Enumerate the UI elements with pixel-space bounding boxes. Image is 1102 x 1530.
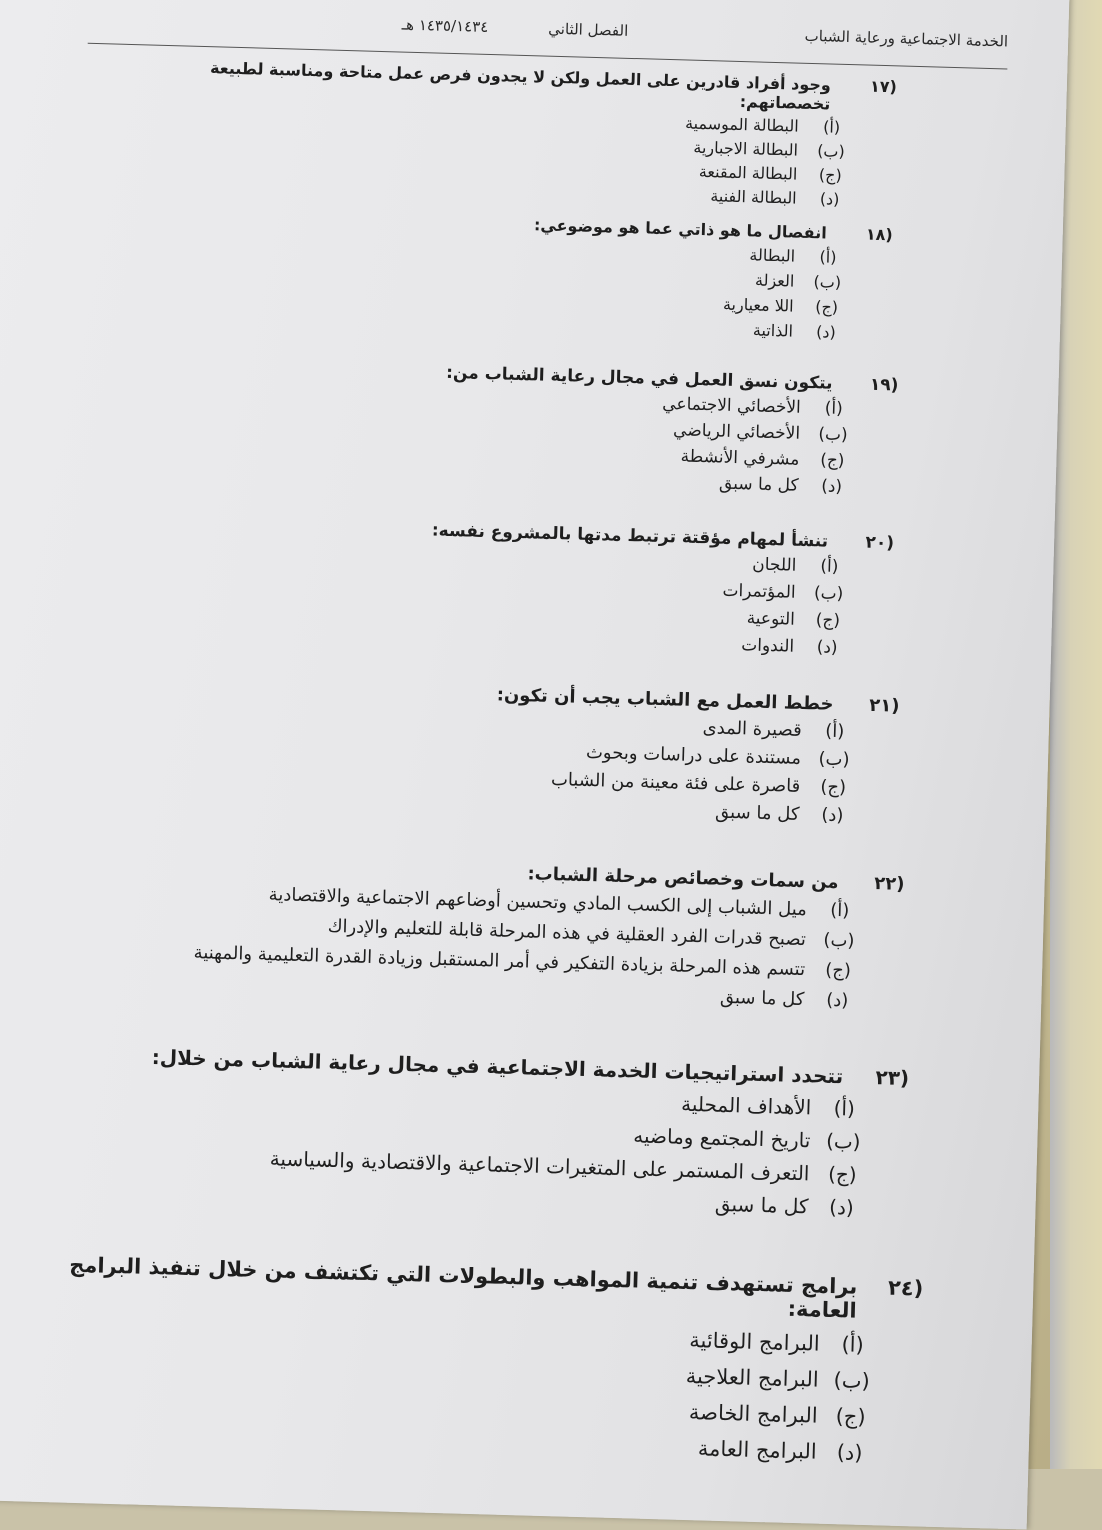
- question-number: (٢٤: [887, 1275, 924, 1301]
- option-letter: (أ): [841, 1332, 865, 1357]
- option-letter: (أ): [829, 899, 850, 922]
- option-text: البرامج الخاصة: [688, 1400, 819, 1428]
- option-letter: (ب): [823, 929, 855, 952]
- option-text: البرامج العامة: [697, 1436, 818, 1464]
- option-letter: (ج): [818, 165, 842, 185]
- question-18: [150, 205, 893, 347]
- question-stem: برامج تستهدف تنمية المواهب والبطولات التي تكتشف من خلال تنفيذ البرامج العامة:: [68, 1252, 858, 1323]
- option-text: المؤتمرات: [722, 580, 796, 603]
- question-24: [38, 1252, 923, 1472]
- option-text: تصبح قدرات الفرد العقلية في هذه المرحلة قابلة للتعليم والإدراك: [327, 915, 807, 951]
- option-text: مستندة على دراسات وبحوث: [585, 741, 802, 769]
- option-letter: (ب): [813, 272, 842, 292]
- option-letter: (ب): [816, 141, 846, 161]
- semester-label: الفصل الثاني: [548, 19, 629, 40]
- question-number: (٢٢: [874, 873, 905, 895]
- option-letter: (د): [815, 322, 836, 342]
- option-text: التعرف المستمر على المتغيرات الاجتماعية والاقتصادية والسياسية: [269, 1146, 810, 1186]
- question-stem: تتحدد استراتيجيات الخدمة الاجتماعية في مجال رعاية الشباب من خلال:: [151, 1044, 844, 1089]
- option-text: البرامج العلاجية: [685, 1363, 820, 1392]
- option-text: مشرفي الأنشطة: [680, 446, 800, 470]
- option-text: اللجان: [751, 554, 797, 576]
- question-20: [151, 513, 894, 664]
- option-text: كل ما سبق: [718, 473, 799, 496]
- option-letter: (ب): [818, 748, 850, 771]
- option-text: الأخصائي الاجتماعي: [662, 393, 802, 418]
- option-letter: (أ): [824, 720, 845, 743]
- option-text: البطالة المقنعة: [698, 161, 798, 184]
- option-letter: (ج): [820, 776, 847, 799]
- question-number: (٢٣: [875, 1065, 910, 1091]
- question-number: (١٩: [869, 374, 899, 396]
- question-stem: تنشأ لمهام مؤقتة ترتبط مدتها بالمشروع نفسه:: [431, 520, 829, 552]
- option-letter: (ج): [835, 1404, 866, 1430]
- option-text: ميل الشباب إلى الكسب المادي وتحسين أوضاعهم الاجتماعية والاقتصادية: [268, 884, 808, 921]
- option-letter: (أ): [822, 117, 841, 137]
- option-text: البطالة الاجبارية: [693, 137, 799, 160]
- option-text: الندوات: [740, 635, 795, 657]
- option-letter: (د): [820, 476, 843, 497]
- question-number: (١٧: [869, 76, 898, 97]
- question-number: (١٨: [865, 224, 893, 245]
- academic-year: ١٤٣٥/١٤٣٤ هـ: [401, 15, 489, 36]
- question-stem: من سمات وخصائص مرحلة الشباب:: [527, 863, 839, 894]
- option-text: تتسم هذه المرحلة بزيادة التفكير في أمر المستقبل وزيادة القدرة التعليمية والمهنية: [193, 942, 806, 981]
- option-letter: (أ): [819, 247, 837, 267]
- question-stem: انفصال ما هو ذاتي عما هو موضوعي:: [533, 215, 827, 243]
- option-text: الذاتية: [752, 320, 794, 341]
- question-17: [154, 57, 898, 214]
- option-letter: (أ): [820, 556, 839, 577]
- option-letter: (ج): [815, 610, 841, 631]
- option-letter: (ج): [824, 959, 852, 982]
- option-text: البطالة الموسمية: [684, 113, 799, 136]
- question-21: [136, 674, 900, 831]
- question-number: (٢١: [869, 694, 900, 717]
- option-text: تاريخ المجتمع وماضيه: [633, 1123, 811, 1153]
- option-text: البطالة: [749, 245, 796, 266]
- option-text: كل ما سبق: [714, 801, 800, 825]
- course-title: الخدمة الاجتماعية ورعاية الشباب: [804, 26, 1009, 51]
- option-letter: (أ): [833, 1096, 856, 1121]
- question-stem: وجود أفراد قادرين على العمل ولكن لا يجدون فرص عمل متاحة ومناسبة لطبيعة تخصصاتهم:: [209, 58, 832, 114]
- option-text: كل ما سبق: [714, 1191, 809, 1219]
- option-letter: (أ): [824, 398, 844, 419]
- option-text: قصيرة المدى: [702, 717, 803, 741]
- question-23: [125, 1044, 909, 1226]
- option-text: الأهداف المحلية: [680, 1091, 812, 1120]
- option-letter: (ب): [813, 583, 844, 605]
- option-letter: (د): [819, 189, 840, 209]
- question-22: [61, 850, 905, 1017]
- option-letter: (ج): [827, 1161, 858, 1187]
- option-letter: (ب): [833, 1368, 871, 1394]
- option-letter: (ب): [818, 424, 848, 446]
- option-text: البرامج الوقائية: [688, 1328, 821, 1356]
- question-19: [156, 355, 899, 502]
- option-letter: (د): [821, 804, 844, 827]
- option-letter: (ب): [825, 1128, 861, 1154]
- question-number: (٢٠: [865, 532, 895, 554]
- option-letter: (د): [828, 1194, 855, 1220]
- option-text: البطالة الفنية: [710, 186, 797, 208]
- option-letter: (ج): [819, 450, 845, 472]
- option-letter: (د): [816, 637, 838, 658]
- option-text: قاصرة على فئة معينة من الشباب: [550, 768, 801, 797]
- option-letter: (د): [836, 1440, 863, 1465]
- option-text: العزلة: [754, 270, 795, 291]
- question-stem: خطط العمل مع الشباب يجب أن تكون:: [496, 684, 834, 715]
- question-stem: يتكون نسق العمل في مجال رعاية الشباب من:: [445, 362, 833, 394]
- option-text: التوعية: [746, 608, 796, 630]
- option-text: الأخصائي الرياضي: [672, 420, 801, 444]
- option-text: اللا معيارية: [722, 294, 794, 316]
- option-text: كل ما سبق: [719, 986, 805, 1011]
- option-letter: (ج): [814, 297, 839, 317]
- option-letter: (د): [825, 989, 849, 1012]
